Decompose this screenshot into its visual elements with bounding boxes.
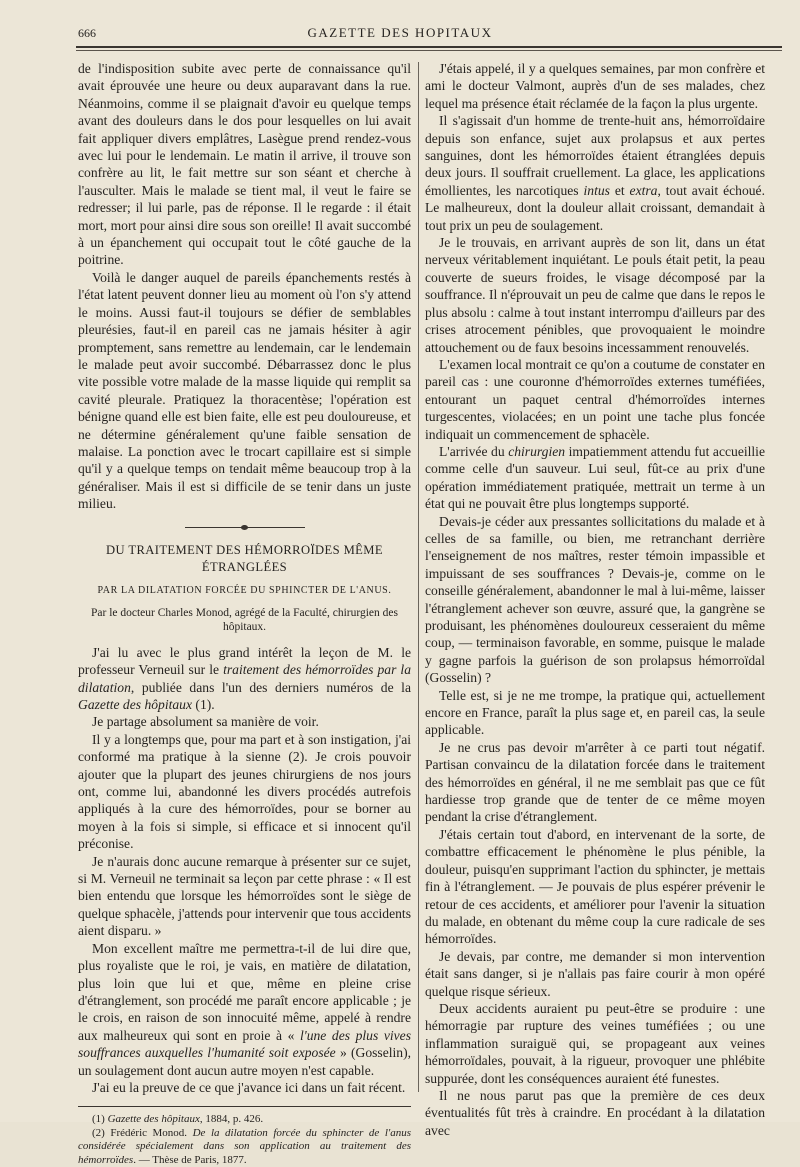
header-rule [76, 46, 782, 48]
footnote: (1) Gazette des hôpitaux, 1884, p. 426. [92, 1113, 264, 1126]
article-author: Par le docteur Charles Monod, agrégé de la Faculté, chirurgien des hôpitaux. [91, 606, 398, 633]
paragraph: J'ai lu avec le plus grand intérêt la leçon de M. le professeur Verneuil sur le traitement des hémorroïdes par la dilatation, publiée dans l'un des derniers numéros de la Gazette des hôpitaux (1). [78, 644, 411, 712]
paragraph: J'étais appelé, il y a quelques semaines, par mon confrère et ami le docteur Valmont, auprès d'un de ses malades, chez lequel ma présence était réclamée de la façon la plus urgente. [425, 61, 765, 111]
footnote: (2) Frédéric Monod. De la dilatation forcée du sphincter de l'anus considérée spécialement dans son application au traitement des hémorroïdes. — Thèse de Paris, 1877. [78, 1126, 412, 1166]
paragraph: Je partage absolument sa manière de voir. [92, 714, 319, 730]
paragraph: Il y a longtemps que, pour ma part et à son instigation, j'ai conformé ma pratique à la sienne (2). Je crois pouvoir ajouter que la plupart des jeunes chirurgiens de nos jours ont, comme lui, abandonné les divers procédés autrefois appliqués à la cure des hémorroïdes, pour se borner au moyen à la fois si simple, si efficace et si innocent qu'il préconise. [78, 731, 411, 852]
paragraph: Voilà le danger auquel de pareils épanchements restés à l'état latent peuvent donner lieu au moment où l'on s'y attend le moins. Aussi faut-il toujours se défier de semblables pleurésies, faut-il en pareil cas ne jamais hésiter à agir promptement, sans remettre au lendemain, car le lendemain le malade peut avoir succombé. Débarrassez donc le plus vite possible votre malade de la masse liquide qui remplit sa cavité pleurale. Pratiquez la thoracentèse; l'opération est bénigne quand elle est bien faite, elle est peu douloureuse, et ne détermine généralement qu'une faible sensation de malaise. La ponction avec le trocart capillaire est si simple qu'il y a quelque temps on tendait même beaucoup trop à la généraliser. Mais il est si difficile de se tenir dans un juste milieu. [78, 269, 411, 512]
paragraph: de l'indisposition subite avec perte de connaissance qu'il avait éprouvée une heure ou deux auparavant dans la rue. Néanmoins, comme il se plaignait d'avoir eu quelque temps avant des douleurs dans le dos pour lesquelles on lui avait fait appliquer divers emplâtres, Lasègue prend rendez-vous avec lui pour le lendemain. Le matin il arrive, il trouve son confrère au lit, le fait mettre sur son séant et cherche à l'ausculter. Mais le malade se tient mal, il veut le faire se redresser; il lui parle, pas de réponse. Il le regarde : il était mort, mort pour ainsi dire sous son oreille! Il avait succombé à un épanchement qui occupait tout le côté gauche de la poitrine. [78, 61, 411, 268]
italic-text: extra [629, 182, 658, 198]
italic-text: Gazette des hôpitaux [78, 697, 193, 712]
italic-text: chirurgien [508, 443, 566, 459]
left-column [78, 60, 411, 1167]
italic-text: l'une des plus vives souffrances auxquelles l'humanité soit exposée [78, 1027, 411, 1061]
paragraph: Mon excellent maître me permettra-t-il de lui dire que, plus royaliste que le roi, je vais, en matière de dilatation, plus loin que lui et que, même en pleine crise d'étranglement, son procédé me paraît encore applicable ; je le crois, en raison de son innocuité même, appelé à rendre aux malheureux qui sont en proie à « l'une des plus vives souffrances auxquelles l'humanité soit exposée » (Gosselin), un soulagement dont aucun autre moyen n'est capable. [78, 940, 412, 1078]
column-divider [418, 62, 419, 1092]
paragraph: Il ne nous parut pas que la première de ces deux éventualités fût très à craindre. En procédant à la dilatation avec [425, 1087, 765, 1138]
paragraph: L'examen local montrait ce qu'on a coutume de constater en pareil cas : une couronne d'hémorroïdes externes tuméfiées, entourant un paquet central d'hémorroïdes internes turgescentes, violacées; en un point une tache plus foncée indiquait un commencement de sphacèle. [425, 356, 765, 442]
page-header [0, 24, 800, 46]
right-column [425, 60, 765, 1139]
paragraph: L'arrivée du chirurgien impatiemment attendu fut accueillie comme celle d'un sauveur. Lui seul, fût-ce au prix d'une opération immédiatement pratiquée, mettrait un terme à un état qui ne pouvait être plus longtemps supporté. [425, 443, 765, 512]
paragraph: Il s'agissait d'un homme de trente-huit ans, hémorroïdaire depuis son enfance, sujet aux prolapsus et aux pertes sanguines, dont les hémorroïdes étaient étranglées depuis deux jours. Il souffrait cruellement. La glace, les applications émollientes, les narcotiques intus et extra, tout avait échoué. Le malheureux, dont la douleur allait croissant, demandait à tout prix un peu de soulagement. [425, 113, 765, 233]
journal-title: GAZETTE DES HOPITAUX [307, 25, 493, 40]
italic-text: intus [583, 182, 610, 198]
section-separator [185, 525, 305, 530]
paragraph: Je le trouvais, en arrivant auprès de son lit, dans un état nerveux véritablement inquiétant. Le pouls était petit, la peau couverte de sueurs froides, le visage décomposé par la souffrance. Il n'éprouvait un peu de calme que dans le repos le plus absolu : calme à tout instant interrompu d'ailleurs par des crises atrocement pénibles, que provoquaient le moindre attouchement ou de faux besoins incessamment renouvelés. [425, 235, 765, 355]
paragraph: Deux accidents auraient pu peut-être se produire : une hémorragie par rupture des veines tuméfiées ; ou une inflammation suraiguë qui, se propageant aux veines hémorroïdales, pouvait, à la rigueur, provoquer une phlébite suppurée, dont les conséquences auraient été funestes. [425, 1000, 765, 1086]
paragraph: Je ne crus pas devoir m'arrêter à ce parti tout négatif. Partisan convaincu de la dilatation forcée dans le traitement des hémorroïdes en général, il ne me semblait pas que ce fût hardiesse trop grande que de tenter de ce même moyen pendant la crise d'étranglement. [425, 739, 765, 825]
article-subtitle: PAR LA DILATATION FORCÉE DU SPHINCTER DE L'ANUS. [97, 585, 392, 597]
paragraph: Devais-je céder aux pressantes sollicitations du malade et à celles de sa famille, ou bien, me retranchant derrière l'enseignement de nos maîtres, rester témoin impassible et impuissant de ses souffrances ? Devais-je, comme on le conseille généralement, abandonner le mal à lui-même, laisser l'étranglement achever son œuvre, assuré que, la gangrène se produisant, les phénomènes douloureux cesseraient du même coup, — terminaison favorable, en somme, puisque le malade y gagne parfois la guérison de son prolapsus hémorroïdal (Gosselin) ? [425, 513, 765, 686]
footnote-rule [78, 1106, 411, 1107]
paragraph: Telle est, si je ne me trompe, la pratique qui, actuellement encore en France, paraît la plus sage et, en pareil cas, la seule applicable. [425, 687, 765, 738]
paragraph: Je devais, par contre, me demander si mon intervention était sans danger, si je n'allais pas faire courir à mon opéré quelque risque sérieux. [425, 948, 765, 999]
paragraph: Je n'aurais donc aucune remarque à présenter sur ce sujet, si M. Verneuil ne terminait sa leçon par cette phrase : « Il est bien entendu que lorsque les hémorroïdes sont le siège de quelque sphacèle, j'attends pour intervenir que tous accidents aient disparu. » [78, 853, 411, 939]
page-number: 666 [78, 26, 96, 40]
header-rule-thin [76, 50, 782, 51]
paragraph: J'étais certain tout d'abord, en intervenant de la sorte, de combattre efficacement le phénomène le plus pénible, la douleur, puisqu'en supprimant l'action du sphincter, je mettais fin à l'étranglement. — Je pouvais de plus espérer prévenir le retour de ces accidents, et améliorer pour l'avenir la situation du malade, en obtenant du même coup la cure radicale de ses hémorroïdes. [425, 826, 765, 947]
italic-text: traitement des hémorroïdes par la dilatation [78, 662, 411, 695]
paragraph: J'ai eu la preuve de ce que j'avance ici dans un fait récent. [92, 1079, 406, 1095]
article-title: DU TRAITEMENT DES HÉMORROÏDES MÊME ÉTRANGLÉES [106, 542, 383, 574]
